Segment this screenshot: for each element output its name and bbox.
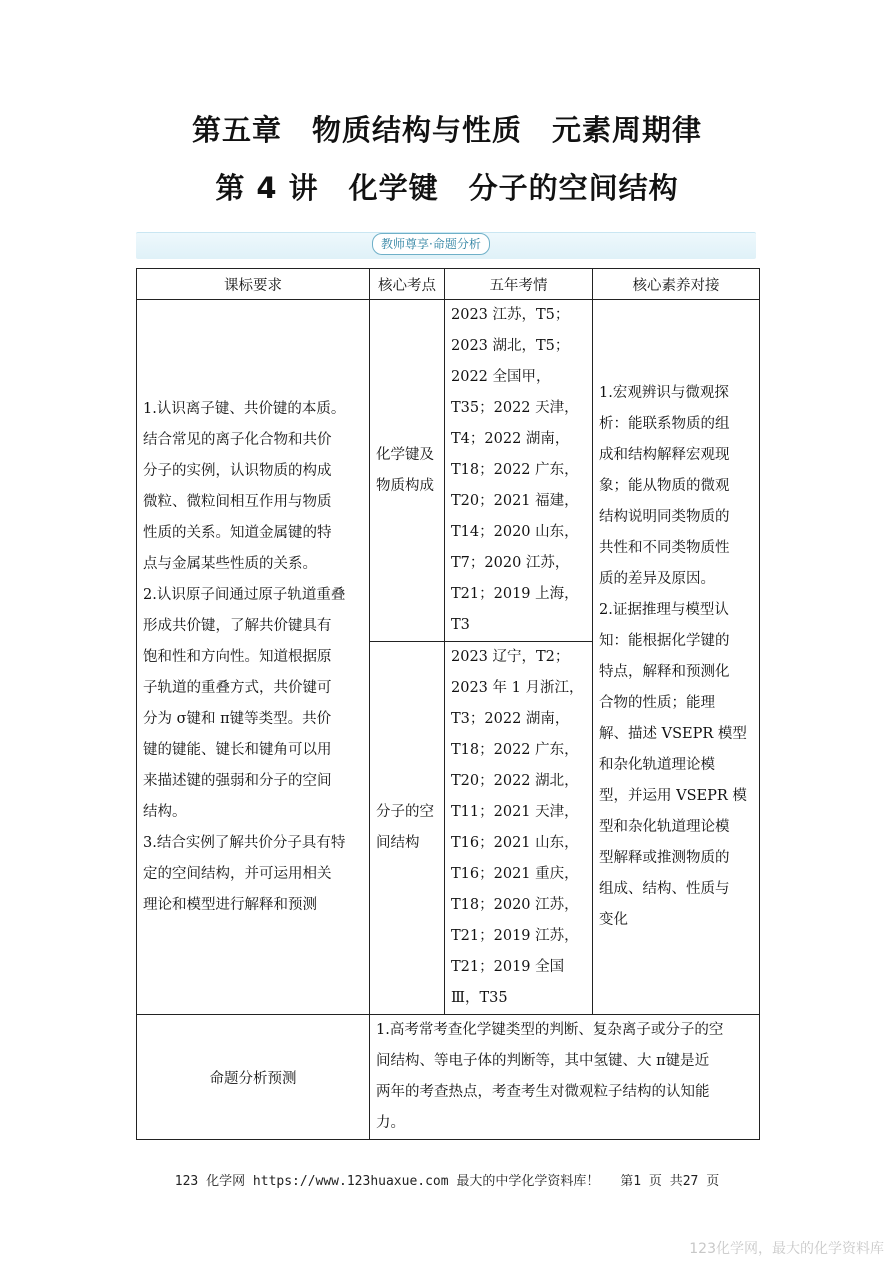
page-footer: 123 化学网 https://www.123huaxue.com 最大的中学化学资料库！ 第1 页 共27 页 [174,1174,720,1189]
core-point-text: 化学键及 物质构成 [376,446,434,494]
table-header-row [137,269,760,300]
curriculum-cell [137,300,370,1015]
banner-label: 教师尊享·命题分析 [372,233,490,255]
teacher-banner [136,232,756,259]
exam-history-cell [445,642,593,1015]
forecast-label-cell [137,1015,370,1140]
core-literacy-text: 1.宏观辨识与微观探 析：能联系物质的组 成和结构解释宏观现 象；能从物质的微观 结构说明同类物质的 共性和不同类物质性 质的差异及原因。 2.证据推理与模型认 知：能根据化学键的 特点，解释和预测化 合物的性质；能理 解、描述 VSEPR 模型 和杂化轨道理论模 型，并运用 VSEPR 模 型和杂化轨道理论模 型解释或推测物质的 组成、结构、性质与 变化 [599,385,747,928]
exam-history-cell [445,300,593,642]
analysis-table [136,268,760,1140]
forecast-label: 命题分析预测 [209,1070,297,1087]
forecast-text: 1.高考常考查化学键类型的判断、复杂离子或分子的空 间结构、等电子体的判断等，其中氢键、大 π键是近 两年的考查热点，考查考生对微观粒子结构的认知能 力。 [376,1022,724,1131]
lecture-title: 第 4 讲 化学键 分子的空间结构 [215,171,679,205]
header-exam-history: 五年考情 [445,269,593,300]
watermark: 123化学网，最大的化学资料库 [689,1241,884,1257]
header-core-point: 核心考点 [370,269,445,300]
curriculum-text: 1.认识离子键、共价键的本质。 结合常见的离子化合物和共价 分子的实例，认识物质的构成 微粒、微粒间相互作用与物质 性质的关系。知道金属键的特 点与金属某些性质的关系。 2.认识原子间通过原子轨道重叠 形成共价键，了解共价键具有 饱和性和方向性。知道根据原 子轨道的重叠方式，共价键可 分为 σ键和 π键等类型。共价 键的键能、键长和键角可以用 来描述键的强弱和分子的空间 结构。 3.结合实例了解共价分子具有特 定的空间结构，并可运用相关 理论和模型进行解释和预测 [143,400,346,913]
header-curriculum: 课标要求 [137,269,370,300]
core-literacy-cell [593,300,760,1015]
forecast-text-cell [370,1015,760,1140]
core-point-cell [370,642,445,1015]
exam-history-text: 2023 辽宁，T2； 2023 年 1 月浙江， T3；2022 湖南， T18；2022 广东， T20；2022 湖北， T11；2021 天津， T16；2021 山东， T16；2021 重庆， T18；2020 江苏， T21；2019 江苏， T21；2019 全国 Ⅲ，T35 [451,649,584,1006]
chapter-title: 第五章 物质结构与性质 元素周期律 [191,113,702,147]
header-core-literacy: 核心素养对接 [593,269,760,300]
core-point-cell [370,300,445,642]
core-point-text: 分子的空 间结构 [376,804,434,851]
table-row [137,1015,760,1140]
table-row [137,300,760,642]
exam-history-text: 2023 江苏，T5； 2023 湖北，T5； 2022 全国甲， T35；2022 天津， T4；2022 湖南， T18；2022 广东， T20；2021 福建， T14；2020 山东， T7；2020 江苏， T21；2019 上海， T3 [451,307,579,633]
